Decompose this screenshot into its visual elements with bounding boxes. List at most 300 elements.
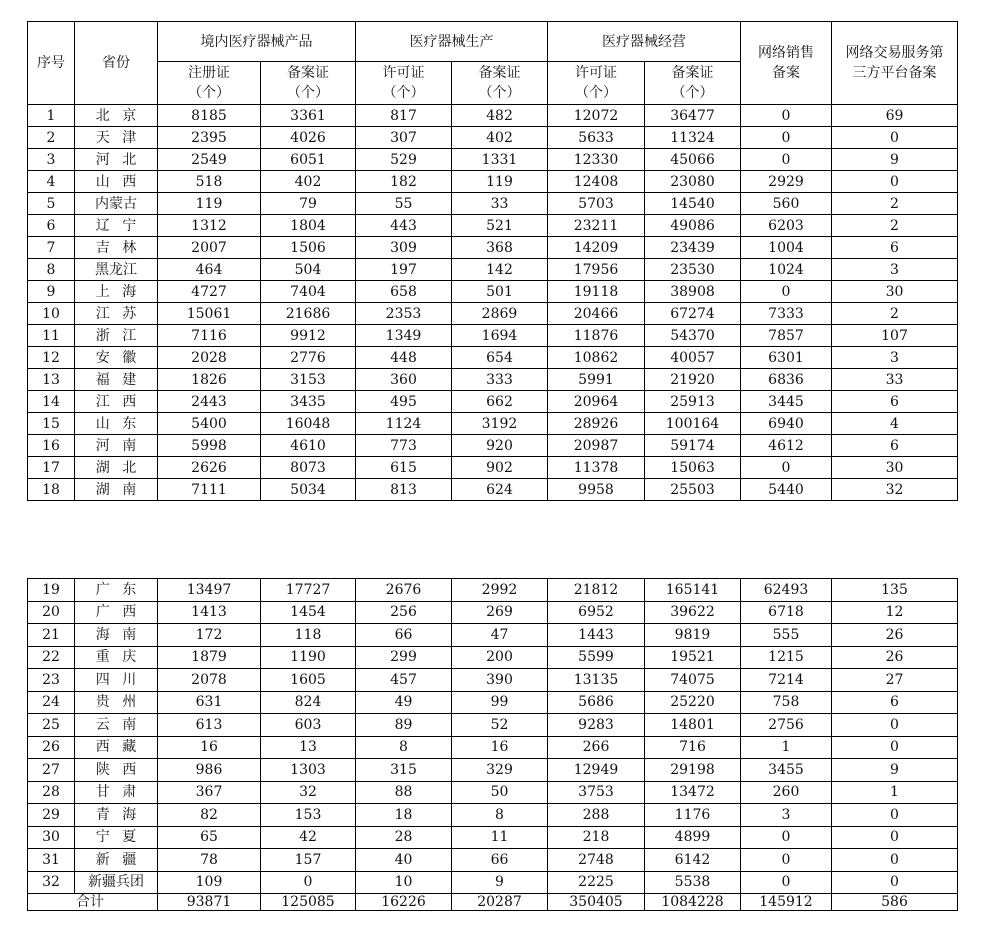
value-cell: 6: [832, 691, 958, 714]
value-cell: 28926: [548, 413, 645, 435]
value-cell: 6836: [741, 369, 832, 391]
value-cell: 504: [261, 259, 356, 281]
seq-cell: 11: [28, 325, 75, 347]
value-cell: 824: [261, 691, 356, 714]
header-business: 医疗器械经营: [548, 22, 741, 62]
value-cell: 902: [452, 457, 548, 479]
value-cell: 1506: [261, 237, 356, 259]
value-cell: 6940: [741, 413, 832, 435]
value-cell: 0: [832, 849, 958, 872]
value-cell: 12330: [548, 149, 645, 171]
total-cell: 16226: [356, 894, 452, 911]
value-cell: 1804: [261, 215, 356, 237]
table-row: [28, 347, 958, 369]
value-cell: 4610: [261, 435, 356, 457]
seq-cell: 28: [28, 781, 75, 804]
value-cell: 13472: [645, 781, 741, 804]
value-cell: 773: [356, 435, 452, 457]
province-cell: 福建: [75, 369, 158, 391]
province-cell: 浙江: [75, 325, 158, 347]
value-cell: 624: [452, 479, 548, 501]
value-cell: 9: [452, 871, 548, 894]
total-cell: 93871: [158, 894, 261, 911]
value-cell: 26: [832, 624, 958, 647]
value-cell: 14540: [645, 193, 741, 215]
value-cell: 269: [452, 601, 548, 624]
province-cell: 北京: [75, 105, 158, 127]
value-cell: 50: [452, 781, 548, 804]
province-cell: 内蒙古: [75, 193, 158, 215]
value-cell: 67274: [645, 303, 741, 325]
province-cell: 重庆: [75, 646, 158, 669]
value-cell: 15061: [158, 303, 261, 325]
value-cell: 6: [832, 435, 958, 457]
table-row: [28, 691, 958, 714]
value-cell: 3361: [261, 105, 356, 127]
table-row: [28, 215, 958, 237]
value-cell: 1826: [158, 369, 261, 391]
value-cell: 109: [158, 871, 261, 894]
province-cell: 青海: [75, 804, 158, 827]
value-cell: 0: [832, 736, 958, 759]
seq-cell: 31: [28, 849, 75, 872]
value-cell: 12949: [548, 759, 645, 782]
seq-cell: 12: [28, 347, 75, 369]
value-cell: 7333: [741, 303, 832, 325]
value-cell: 13497: [158, 579, 261, 602]
value-cell: 10862: [548, 347, 645, 369]
value-cell: 182: [356, 171, 452, 193]
value-cell: 3435: [261, 391, 356, 413]
value-cell: 2: [832, 193, 958, 215]
value-cell: 2: [832, 303, 958, 325]
value-cell: 2929: [741, 171, 832, 193]
value-cell: 16048: [261, 413, 356, 435]
value-cell: 4612: [741, 435, 832, 457]
seq-cell: 22: [28, 646, 75, 669]
value-cell: 8: [452, 804, 548, 827]
value-cell: 920: [452, 435, 548, 457]
value-cell: 3: [832, 347, 958, 369]
value-cell: 21812: [548, 579, 645, 602]
value-cell: 7116: [158, 325, 261, 347]
value-cell: 29198: [645, 759, 741, 782]
value-cell: 5440: [741, 479, 832, 501]
value-cell: 2756: [741, 714, 832, 737]
value-cell: 0: [832, 714, 958, 737]
value-cell: 2353: [356, 303, 452, 325]
value-cell: 0: [832, 171, 958, 193]
province-cell: 四川: [75, 669, 158, 692]
value-cell: 11324: [645, 127, 741, 149]
value-cell: 3445: [741, 391, 832, 413]
value-cell: 986: [158, 759, 261, 782]
value-cell: 615: [356, 457, 452, 479]
value-cell: 402: [452, 127, 548, 149]
table-row: [28, 669, 958, 692]
value-cell: 0: [832, 826, 958, 849]
value-cell: 0: [832, 804, 958, 827]
seq-cell: 16: [28, 435, 75, 457]
value-cell: 0: [741, 127, 832, 149]
header-production-filing: 备案证（个）: [452, 62, 548, 105]
value-cell: 1605: [261, 669, 356, 692]
table-body-bottom: [28, 579, 958, 894]
value-cell: 6: [832, 391, 958, 413]
seq-cell: 9: [28, 281, 75, 303]
value-cell: 153: [261, 804, 356, 827]
table-row: [28, 736, 958, 759]
value-cell: 23211: [548, 215, 645, 237]
seq-cell: 19: [28, 579, 75, 602]
province-cell: 陕西: [75, 759, 158, 782]
value-cell: 6051: [261, 149, 356, 171]
value-cell: 9958: [548, 479, 645, 501]
value-cell: 23530: [645, 259, 741, 281]
value-cell: 0: [741, 281, 832, 303]
value-cell: 32: [261, 781, 356, 804]
value-cell: 119: [452, 171, 548, 193]
seq-cell: 30: [28, 826, 75, 849]
value-cell: 5599: [548, 646, 645, 669]
value-cell: 19118: [548, 281, 645, 303]
value-cell: 3: [832, 259, 958, 281]
value-cell: 3192: [452, 413, 548, 435]
table-row: [28, 171, 958, 193]
value-cell: 2776: [261, 347, 356, 369]
header-filing-cert: 备案证（个）: [261, 62, 356, 105]
value-cell: 11: [452, 826, 548, 849]
table-row: [28, 759, 958, 782]
value-cell: 1004: [741, 237, 832, 259]
province-cell: 新疆兵团: [75, 871, 158, 894]
value-cell: 25220: [645, 691, 741, 714]
value-cell: 256: [356, 601, 452, 624]
value-cell: 7111: [158, 479, 261, 501]
value-cell: 333: [452, 369, 548, 391]
value-cell: 17727: [261, 579, 356, 602]
value-cell: 33: [832, 369, 958, 391]
seq-cell: 21: [28, 624, 75, 647]
seq-cell: 10: [28, 303, 75, 325]
seq-cell: 4: [28, 171, 75, 193]
table-row: [28, 457, 958, 479]
value-cell: 521: [452, 215, 548, 237]
value-cell: 14801: [645, 714, 741, 737]
value-cell: 7857: [741, 325, 832, 347]
value-cell: 49086: [645, 215, 741, 237]
value-cell: 9: [832, 149, 958, 171]
province-cell: 湖北: [75, 457, 158, 479]
value-cell: 662: [452, 391, 548, 413]
header-business-filing: 备案证（个）: [645, 62, 741, 105]
value-cell: 20964: [548, 391, 645, 413]
value-cell: 100164: [645, 413, 741, 435]
value-cell: 2395: [158, 127, 261, 149]
value-cell: 0: [261, 871, 356, 894]
table-row: [28, 871, 958, 894]
value-cell: 66: [452, 849, 548, 872]
value-cell: 49: [356, 691, 452, 714]
value-cell: 4026: [261, 127, 356, 149]
value-cell: 0: [832, 127, 958, 149]
seq-cell: 26: [28, 736, 75, 759]
value-cell: 59174: [645, 435, 741, 457]
table-row: [28, 435, 958, 457]
value-cell: 457: [356, 669, 452, 692]
value-cell: 4899: [645, 826, 741, 849]
value-cell: 495: [356, 391, 452, 413]
statistics-table-part-1: [27, 21, 958, 501]
value-cell: 45066: [645, 149, 741, 171]
value-cell: 1024: [741, 259, 832, 281]
value-cell: 33: [452, 193, 548, 215]
value-cell: 501: [452, 281, 548, 303]
value-cell: 1: [832, 781, 958, 804]
value-cell: 1694: [452, 325, 548, 347]
value-cell: 165141: [645, 579, 741, 602]
value-cell: 17956: [548, 259, 645, 281]
value-cell: 79: [261, 193, 356, 215]
value-cell: 12408: [548, 171, 645, 193]
value-cell: 1443: [548, 624, 645, 647]
value-cell: 1349: [356, 325, 452, 347]
value-cell: 448: [356, 347, 452, 369]
total-cell: 145912: [741, 894, 832, 911]
table-row: [28, 193, 958, 215]
value-cell: 21686: [261, 303, 356, 325]
seq-cell: 7: [28, 237, 75, 259]
total-cell: 350405: [548, 894, 645, 911]
value-cell: 74075: [645, 669, 741, 692]
value-cell: 3753: [548, 781, 645, 804]
seq-cell: 6: [28, 215, 75, 237]
header-production: 医疗器械生产: [356, 22, 548, 62]
value-cell: 5400: [158, 413, 261, 435]
value-cell: 0: [741, 826, 832, 849]
value-cell: 66: [356, 624, 452, 647]
province-cell: 山西: [75, 171, 158, 193]
header-online-sales: 网络销售备案: [741, 22, 832, 105]
value-cell: 6301: [741, 347, 832, 369]
total-cell: 125085: [261, 894, 356, 911]
seq-cell: 5: [28, 193, 75, 215]
value-cell: 2443: [158, 391, 261, 413]
value-cell: 2869: [452, 303, 548, 325]
value-cell: 16: [158, 736, 261, 759]
value-cell: 1176: [645, 804, 741, 827]
value-cell: 288: [548, 804, 645, 827]
header-production-permit: 许可证（个）: [356, 62, 452, 105]
value-cell: 40057: [645, 347, 741, 369]
value-cell: 2549: [158, 149, 261, 171]
value-cell: 11876: [548, 325, 645, 347]
value-cell: 2: [832, 215, 958, 237]
value-cell: 658: [356, 281, 452, 303]
value-cell: 5034: [261, 479, 356, 501]
value-cell: 78: [158, 849, 261, 872]
header-seq: 序号: [28, 22, 75, 105]
value-cell: 5633: [548, 127, 645, 149]
value-cell: 9: [832, 759, 958, 782]
value-cell: 2992: [452, 579, 548, 602]
value-cell: 11378: [548, 457, 645, 479]
seq-cell: 15: [28, 413, 75, 435]
value-cell: 1331: [452, 149, 548, 171]
value-cell: 21920: [645, 369, 741, 391]
value-cell: 218: [548, 826, 645, 849]
statistics-table-part-2: [27, 578, 958, 911]
header-province: 省份: [75, 22, 158, 105]
value-cell: 1215: [741, 646, 832, 669]
value-cell: 36477: [645, 105, 741, 127]
value-cell: 82: [158, 804, 261, 827]
value-cell: 1: [741, 736, 832, 759]
province-cell: 江苏: [75, 303, 158, 325]
table-row: [28, 237, 958, 259]
value-cell: 55: [356, 193, 452, 215]
seq-cell: 24: [28, 691, 75, 714]
value-cell: 603: [261, 714, 356, 737]
value-cell: 6718: [741, 601, 832, 624]
value-cell: 4: [832, 413, 958, 435]
province-cell: 广西: [75, 601, 158, 624]
value-cell: 135: [832, 579, 958, 602]
value-cell: 0: [741, 849, 832, 872]
value-cell: 1312: [158, 215, 261, 237]
value-cell: 5991: [548, 369, 645, 391]
value-cell: 6203: [741, 215, 832, 237]
value-cell: 1454: [261, 601, 356, 624]
value-cell: 0: [741, 457, 832, 479]
value-cell: 142: [452, 259, 548, 281]
value-cell: 1303: [261, 759, 356, 782]
seq-cell: 18: [28, 479, 75, 501]
seq-cell: 8: [28, 259, 75, 281]
value-cell: 613: [158, 714, 261, 737]
value-cell: 118: [261, 624, 356, 647]
value-cell: 5686: [548, 691, 645, 714]
value-cell: 1879: [158, 646, 261, 669]
value-cell: 40: [356, 849, 452, 872]
value-cell: 2626: [158, 457, 261, 479]
seq-cell: 2: [28, 127, 75, 149]
table-row: [28, 579, 958, 602]
province-cell: 辽宁: [75, 215, 158, 237]
value-cell: 42: [261, 826, 356, 849]
total-cell: 1084228: [645, 894, 741, 911]
value-cell: 38908: [645, 281, 741, 303]
table-row: [28, 624, 958, 647]
table-row: [28, 413, 958, 435]
value-cell: 5998: [158, 435, 261, 457]
table-row: [28, 804, 958, 827]
value-cell: 25503: [645, 479, 741, 501]
value-cell: 19521: [645, 646, 741, 669]
value-cell: 32: [832, 479, 958, 501]
table-row: [28, 303, 958, 325]
table-body-top: [28, 105, 958, 501]
value-cell: 367: [158, 781, 261, 804]
value-cell: 631: [158, 691, 261, 714]
value-cell: 7404: [261, 281, 356, 303]
value-cell: 654: [452, 347, 548, 369]
value-cell: 6952: [548, 601, 645, 624]
table-row: [28, 601, 958, 624]
value-cell: 2225: [548, 871, 645, 894]
value-cell: 62493: [741, 579, 832, 602]
value-cell: 89: [356, 714, 452, 737]
value-cell: 65: [158, 826, 261, 849]
table-row: [28, 646, 958, 669]
value-cell: 23439: [645, 237, 741, 259]
province-cell: 广东: [75, 579, 158, 602]
total-cell: 586: [832, 894, 958, 911]
header-third-party-platform: 网络交易服务第三方平台备案: [832, 22, 958, 105]
value-cell: 172: [158, 624, 261, 647]
seq-cell: 3: [28, 149, 75, 171]
value-cell: 2028: [158, 347, 261, 369]
province-cell: 吉林: [75, 237, 158, 259]
value-cell: 307: [356, 127, 452, 149]
value-cell: 23080: [645, 171, 741, 193]
value-cell: 529: [356, 149, 452, 171]
table-row: [28, 781, 958, 804]
value-cell: 464: [158, 259, 261, 281]
value-cell: 8185: [158, 105, 261, 127]
table-row: [28, 281, 958, 303]
value-cell: 555: [741, 624, 832, 647]
province-cell: 安徽: [75, 347, 158, 369]
value-cell: 1190: [261, 646, 356, 669]
table-row: [28, 149, 958, 171]
value-cell: 9912: [261, 325, 356, 347]
province-cell: 江西: [75, 391, 158, 413]
value-cell: 18: [356, 804, 452, 827]
value-cell: 482: [452, 105, 548, 127]
value-cell: 26: [832, 646, 958, 669]
total-cell: 20287: [452, 894, 548, 911]
value-cell: 716: [645, 736, 741, 759]
province-cell: 新疆: [75, 849, 158, 872]
value-cell: 5703: [548, 193, 645, 215]
seq-cell: 29: [28, 804, 75, 827]
seq-cell: 32: [28, 871, 75, 894]
table-row: [28, 714, 958, 737]
table-row: [28, 105, 958, 127]
value-cell: 30: [832, 281, 958, 303]
value-cell: 3153: [261, 369, 356, 391]
value-cell: 52: [452, 714, 548, 737]
value-cell: 15063: [645, 457, 741, 479]
value-cell: 12072: [548, 105, 645, 127]
table-row: [28, 391, 958, 413]
province-cell: 甘肃: [75, 781, 158, 804]
value-cell: 99: [452, 691, 548, 714]
value-cell: 27: [832, 669, 958, 692]
value-cell: 197: [356, 259, 452, 281]
value-cell: 260: [741, 781, 832, 804]
value-cell: 2007: [158, 237, 261, 259]
province-cell: 河北: [75, 149, 158, 171]
value-cell: 402: [261, 171, 356, 193]
table-row: [28, 127, 958, 149]
value-cell: 299: [356, 646, 452, 669]
header-domestic-products: 境内医疗器械产品: [158, 22, 356, 62]
value-cell: 119: [158, 193, 261, 215]
table-row: [28, 325, 958, 347]
seq-cell: 13: [28, 369, 75, 391]
